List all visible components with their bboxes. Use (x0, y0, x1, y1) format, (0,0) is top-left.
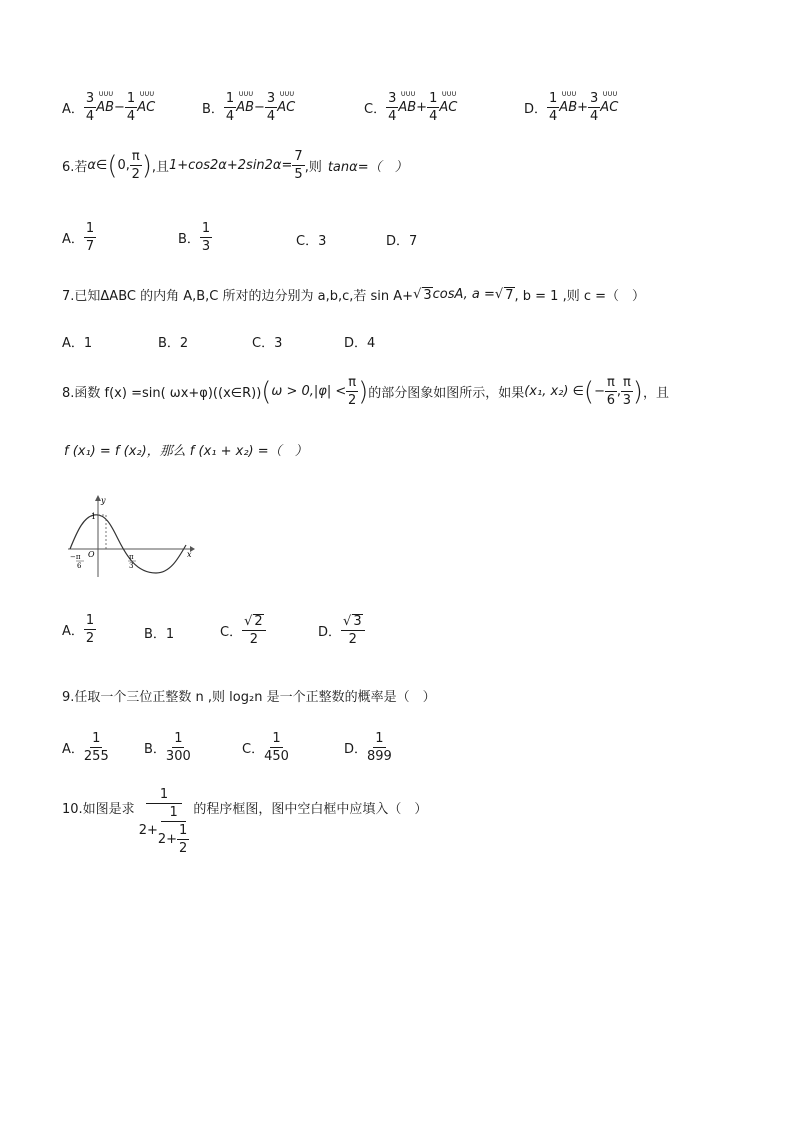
option-letter: C． (220, 624, 243, 640)
math-text: 2+ (138, 823, 158, 838)
paren-close: ) (358, 376, 369, 407)
fraction: $\frac{3}{4}$ (266, 91, 276, 124)
fraction: $\frac{1}{300}$ (165, 731, 191, 764)
question-text: ，且 (642, 386, 669, 401)
q6-options (62, 222, 562, 258)
pi3-den: 3 (129, 562, 134, 570)
sqrt-radicand: 7 (505, 287, 514, 303)
neg-pi6-den: 6 (77, 562, 82, 570)
option-letter: A． (62, 624, 84, 639)
q7-option-c: C．3 (252, 336, 283, 351)
q8-option-a (62, 614, 96, 645)
origin-label: O (88, 550, 95, 559)
x-label: x (187, 550, 192, 559)
q8-option-b: B．1 (144, 627, 175, 642)
q6-stem (62, 150, 408, 181)
fraction: $\frac{1}{4}$ (429, 91, 438, 124)
plus-sign: + (416, 100, 428, 115)
math-text: ω > 0,|φ| < (271, 384, 347, 399)
math-text: cosA, a = (432, 287, 495, 302)
fraction: $\frac{3}{4}$ (85, 91, 95, 124)
vector-ac: ∪∪∪ AC (277, 100, 295, 115)
q9-stem: 9.任取一个三位正整数 n ,则 log₂n 是一个正整数的概率是（ ） (62, 690, 436, 705)
pi3-num: π (129, 553, 134, 561)
fraction: $\frac{7}{5}$ (294, 149, 303, 182)
math-text: , b = 1 ,则 c =（ ） (514, 289, 646, 304)
question-number: 6.若 (62, 160, 88, 175)
fraction: $\frac{\pi}{2}$ (131, 149, 140, 182)
paren-close: ) (141, 150, 152, 181)
option-letter: C． (242, 742, 265, 757)
q6-option-a (62, 222, 96, 253)
q6-option-b (178, 222, 212, 253)
neg-pi6-num: −π (70, 553, 81, 561)
fraction: $\frac{√ 2}{2}$ (242, 614, 266, 646)
sqrt-sign: √ (244, 614, 253, 629)
option-letter: B． (202, 102, 224, 117)
q5-options (62, 88, 762, 128)
vector-ab: ∪∪∪ AB (236, 100, 254, 115)
q8-options (62, 614, 562, 654)
sqrt-sign: √ (413, 287, 422, 302)
fraction: $\frac{1}{450}$ (264, 731, 289, 764)
sqrt-num (242, 614, 266, 631)
q5-option-b (202, 92, 295, 123)
q9-option-a (62, 732, 109, 763)
math-text: ,且 (151, 160, 169, 175)
one-label: 1 (91, 512, 97, 521)
vector-ac: ∪∪∪ AC (600, 100, 618, 115)
q7-options (62, 332, 562, 352)
cf-inner-denominator (158, 822, 189, 855)
q5-option-c (364, 92, 457, 123)
math-text: 0, (117, 158, 130, 173)
fraction: $\frac{√ 3}{2}$ (341, 614, 365, 646)
sine-graph (66, 493, 196, 579)
question-text: 的程序框图，图中空白框中应填入（ ） (193, 802, 428, 817)
q5-option-a (62, 92, 155, 123)
q7-stem (62, 285, 645, 304)
option-letter: A． (62, 232, 84, 247)
option-letter: D． (344, 742, 368, 757)
fraction: $\frac{\pi}{2}$ (348, 375, 357, 408)
option-letter: D． (318, 624, 342, 640)
fraction: $\frac{1}{255}$ (83, 731, 109, 764)
vector-ac: ∪∪∪ AC (439, 100, 457, 115)
fraction: $\frac{\pi}{3}$ (622, 375, 631, 408)
option-letter: B． (144, 742, 166, 757)
option-letter: A． (62, 102, 84, 117)
sine-curve (70, 515, 186, 573)
fraction: $\frac{3}{4}$ (590, 91, 599, 124)
vector-ab: ∪∪∪ AB (559, 100, 577, 115)
q6-option-c: C．3 (296, 234, 327, 249)
sqrt-sign: √ (494, 287, 504, 302)
math-text: (x₁, x₂) ∈ (524, 384, 584, 399)
minus-sign: − (594, 384, 605, 399)
math-text: 1+cos2α+2sin2α= (169, 158, 293, 173)
q9-options (62, 732, 562, 772)
cf-denominator (139, 804, 190, 855)
paren-open: ( (261, 376, 272, 407)
q10-stem (62, 788, 427, 855)
minus-sign: − (254, 100, 265, 115)
sqrt-radicand: 2 (254, 614, 263, 629)
fraction: $\frac{3}{4}$ (388, 91, 397, 124)
sqrt-radicand: 3 (353, 614, 362, 629)
q8-stem-line2: f (x₁) = f (x₂)，那么 f (x₁ + x₂) =（ ） (64, 444, 308, 459)
question-text: 10.如图是求 (62, 802, 135, 817)
vector-ab: ∪∪∪ AB (96, 100, 114, 115)
fraction: $\frac{1}{4}$ (549, 91, 558, 124)
vector-ab: ∪∪∪ AB (398, 100, 416, 115)
option-letter: D． (524, 102, 548, 117)
paren-open: ( (583, 376, 595, 407)
math-text: tanα=（ ） (327, 160, 408, 175)
fraction: $\frac{1}{2}$ (85, 613, 95, 646)
fraction: $\frac{1}{4}$ (225, 91, 235, 124)
question-text: 8.函数 f(x) =sin( ωx+φ)((x∈R)) (62, 386, 262, 401)
option-letter: A． (62, 742, 84, 757)
q9-option-b (144, 732, 191, 763)
q9-option-c (242, 732, 289, 763)
continued-fraction: 1 2+ 1 2+ $\frac{1}{2}$ (138, 787, 188, 856)
paren-close: ) (632, 376, 643, 407)
q5-option-d (524, 92, 618, 123)
question-text: 的部分图象如图所示，如果 (368, 386, 525, 401)
sqrt-radicand: 3 (423, 287, 432, 303)
fraction: 1 2+ $\frac{1}{2}$ (157, 805, 188, 856)
q8-option-d (318, 614, 365, 646)
q6-option-d: D．7 (386, 234, 418, 249)
fraction: $\frac{\pi}{6}$ (606, 375, 616, 408)
q7-option-b: B．2 (158, 336, 189, 351)
sqrt-num (341, 614, 365, 631)
paren-open: ( (107, 150, 118, 181)
q7-option-d: D．4 (344, 336, 376, 351)
q8-option-c (220, 614, 266, 646)
math-text: α∈ (87, 158, 108, 173)
comma: , (616, 384, 621, 399)
math-text: 2+ (157, 832, 178, 847)
fraction: $\frac{1}{2}$ (179, 823, 188, 856)
math-text: ,则 (304, 160, 322, 175)
minus-sign: − (114, 100, 125, 115)
option-letter: C． (364, 102, 387, 117)
plus-sign: + (577, 100, 589, 115)
q9-option-d (344, 732, 392, 763)
question-text: 7.已知ΔABC 的内角 A,B,C 所对的边分别为 a,b,c,若 sin A+ (62, 289, 414, 304)
option-letter: B． (178, 232, 200, 247)
q8-stem-line1 (62, 376, 669, 407)
q7-option-a: A．1 (62, 336, 93, 351)
y-label: y (101, 496, 106, 505)
fraction: $\frac{1}{7}$ (85, 221, 95, 254)
sqrt-sign: √ (343, 614, 352, 629)
vector-ac: ∪∪∪ AC (137, 100, 155, 115)
fraction: $\frac{1}{899}$ (367, 731, 392, 764)
fraction: $\frac{1}{4}$ (126, 91, 136, 124)
fraction: $\frac{1}{3}$ (201, 221, 211, 254)
